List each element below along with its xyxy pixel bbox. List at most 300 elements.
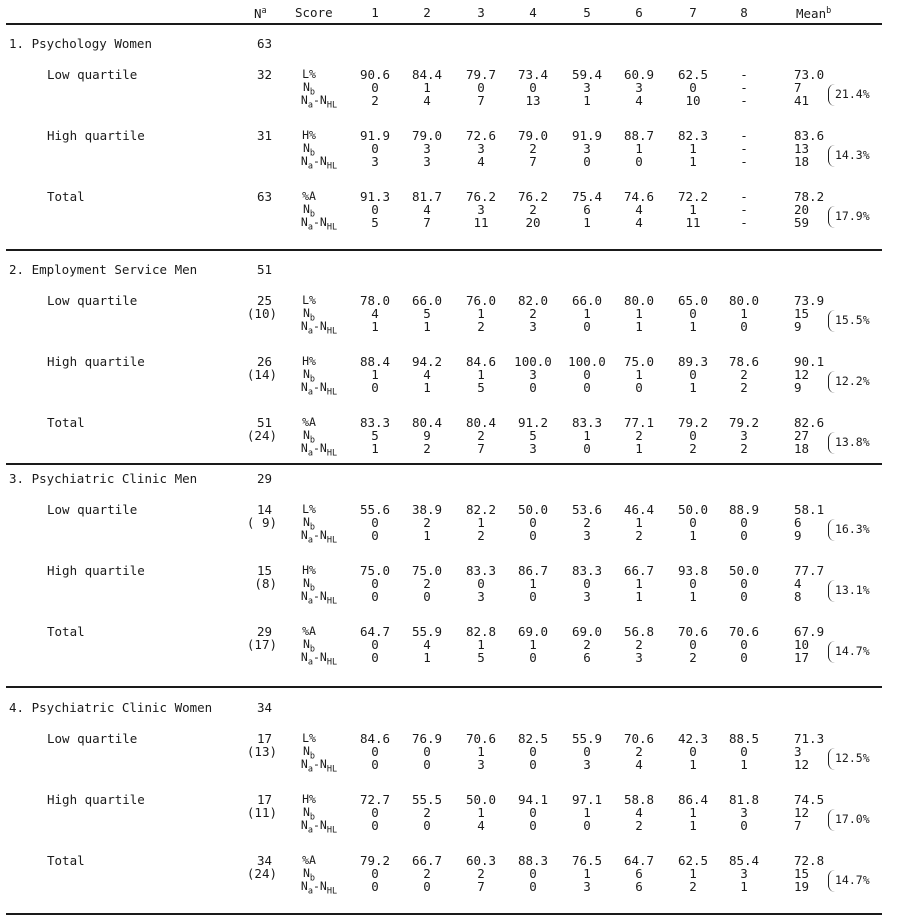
score-label: $N_b$ [302, 515, 316, 533]
mean-value: 67.9 [794, 624, 825, 639]
table-cell: 0 [477, 576, 485, 591]
table-cell: 1 [740, 757, 748, 772]
table-cell: 2 [477, 319, 485, 334]
table-cell: 66.0 [571, 293, 603, 308]
table-cell: 78.6 [728, 354, 760, 369]
percent-value: 12.2% [835, 374, 870, 388]
table-cell: 80.4 [465, 415, 497, 430]
table-cell: 6 [635, 866, 643, 881]
table-cell: 0 [583, 441, 591, 456]
table-cell: 0 [423, 879, 431, 894]
table-cell: 0 [740, 637, 748, 652]
percent-value: 12.5% [835, 751, 870, 765]
table-cell: 94.1 [517, 792, 549, 807]
score-label: L% [302, 67, 316, 81]
percent-value: 16.3% [835, 522, 870, 536]
subgroup-label: High quartile [47, 792, 145, 807]
table-cell: 55.9 [411, 624, 443, 639]
score-label: $N_b$ [302, 637, 316, 655]
table-cell: 100.0 [568, 354, 606, 369]
table-cell: 7 [529, 154, 537, 169]
table-cell: 88.3 [517, 853, 549, 868]
header-col-7: 7 [689, 5, 697, 20]
mean-value: 8 [794, 589, 802, 604]
table-cell: 0 [529, 380, 537, 395]
score-label: $N_b$ [302, 367, 316, 385]
table-cell: 4 [635, 202, 643, 217]
table-cell: 3 [583, 80, 591, 95]
table-cell: 1 [529, 576, 537, 591]
table-cell: 3 [635, 650, 643, 665]
table-cell: 70.6 [677, 624, 709, 639]
table-cell: 0 [583, 154, 591, 169]
table-cell: 0 [740, 818, 748, 833]
table-cell: 0 [423, 744, 431, 759]
table-cell: 0 [740, 650, 748, 665]
table-cell: 20 [525, 215, 541, 230]
table-cell: - [740, 141, 748, 156]
table-cell: 0 [740, 589, 748, 604]
percent-value: 14.7% [835, 644, 870, 658]
mean-value: 9 [794, 380, 802, 395]
subgroup-n-rated: (11) [246, 805, 277, 820]
table-cell: 81.8 [728, 792, 760, 807]
table-cell: 1 [689, 589, 697, 604]
table-cell: 2 [529, 306, 537, 321]
mean-value: 12 [794, 805, 810, 820]
mean-value: 15 [794, 306, 810, 321]
table-cell: 3 [477, 589, 485, 604]
table-cell: 70.6 [728, 624, 760, 639]
table-cell: 59.4 [571, 67, 603, 82]
score-label: $N_b$ [302, 744, 316, 762]
subgroup-n: 31 [256, 128, 272, 143]
table-cell: 0 [371, 380, 379, 395]
table-cell: 0 [371, 879, 379, 894]
table-cell: 75.0 [359, 563, 391, 578]
table-cell: 85.4 [728, 853, 760, 868]
table-cell: 82.3 [677, 128, 709, 143]
table-cell: 91.3 [359, 189, 391, 204]
score-label: %A [302, 415, 316, 429]
mean-value: 73.9 [794, 293, 825, 308]
table-cell: 3 [477, 141, 485, 156]
table-cell: 7 [477, 93, 485, 108]
table-cell: 2 [423, 576, 431, 591]
subgroup-n: 26 [256, 354, 272, 369]
table-cell: 0 [371, 141, 379, 156]
table-cell: 2 [423, 866, 431, 881]
subgroup-n: 29 [256, 624, 272, 639]
subgroup-label: Low quartile [47, 293, 138, 308]
table-cell: 2 [689, 441, 697, 456]
header-score: Score [295, 5, 333, 20]
table-cell: 60.9 [623, 67, 655, 82]
score-label: $N_a-N_{HL}$ [300, 380, 338, 398]
subgroup-label: Total [47, 189, 85, 204]
table-cell: 83.3 [359, 415, 391, 430]
table-cell: 72.2 [677, 189, 709, 204]
table-cell: 7 [477, 441, 485, 456]
table-cell: 72.7 [359, 792, 391, 807]
table-cell: 53.6 [571, 502, 603, 517]
table-cell: 0 [689, 576, 697, 591]
table-cell: 0 [689, 744, 697, 759]
table-cell: 0 [371, 515, 379, 530]
table-cell: 75.0 [623, 354, 655, 369]
table-cell: 2 [635, 744, 643, 759]
table-cell: 1 [689, 818, 697, 833]
table-cell: 79.0 [517, 128, 549, 143]
score-label: $N_b$ [302, 141, 316, 159]
percent-value: 17.0% [835, 812, 870, 826]
table-cell: 1 [529, 637, 537, 652]
table-cell: 4 [423, 367, 431, 382]
subgroup-n-rated: (8) [254, 576, 277, 591]
table-cell: 80.0 [728, 293, 760, 308]
table-cell: 82.8 [465, 624, 497, 639]
table-cell: 78.0 [359, 293, 391, 308]
table-cell: 2 [740, 367, 748, 382]
subgroup-label: Total [47, 853, 85, 868]
table-cell: 1 [477, 744, 485, 759]
score-label: $N_a-N_{HL}$ [300, 215, 338, 233]
table-cell: 10 [685, 93, 701, 108]
mean-value: 73.0 [794, 67, 825, 82]
table-cell: 64.7 [359, 624, 391, 639]
table-cell: 58.8 [623, 792, 655, 807]
score-label: %A [302, 853, 316, 867]
table-cell: 0 [371, 80, 379, 95]
table-cell: 1 [583, 215, 591, 230]
table-cell: 2 [635, 637, 643, 652]
table-cell: 4 [635, 93, 643, 108]
score-label: $N_a-N_{HL}$ [300, 879, 338, 897]
table-cell: 73.4 [517, 67, 549, 82]
mean-value: 10 [794, 637, 810, 652]
table-cell: 0 [371, 818, 379, 833]
table-cell: 84.6 [465, 354, 497, 369]
table-cell: 2 [423, 805, 431, 820]
table-cell: 1 [477, 515, 485, 530]
table-cell: 86.4 [677, 792, 709, 807]
table-cell: 0 [583, 818, 591, 833]
table-cell: 50.0 [728, 563, 760, 578]
table-cell: 7 [423, 215, 431, 230]
table-cell: 1 [635, 319, 643, 334]
percent-value: 13.8% [835, 435, 870, 449]
table-cell: 3 [740, 866, 748, 881]
table-cell: 86.7 [517, 563, 549, 578]
subgroup-label: Low quartile [47, 67, 138, 82]
score-label: $N_a-N_{HL}$ [300, 441, 338, 459]
table-cell: 76.2 [465, 189, 497, 204]
table-cell: 1 [689, 319, 697, 334]
subgroup-n: 17 [256, 792, 272, 807]
score-label: H% [302, 563, 316, 577]
score-label: $N_b$ [302, 80, 316, 98]
table-cell: 0 [583, 380, 591, 395]
table-cell: 4 [635, 757, 643, 772]
table-cell: 0 [371, 589, 379, 604]
table-cell: 3 [477, 757, 485, 772]
group-title: 2. Employment Service Men [9, 262, 198, 277]
table-cell: 0 [371, 805, 379, 820]
score-label: $N_a-N_{HL}$ [300, 154, 338, 172]
table-cell: 42.3 [677, 731, 709, 746]
table-cell: - [740, 67, 748, 82]
table-cell: 2 [529, 202, 537, 217]
mean-value: 58.1 [794, 502, 825, 517]
table-cell: 3 [371, 154, 379, 169]
table-cell: 1 [689, 866, 697, 881]
table-cell: 2 [740, 441, 748, 456]
mean-value: 18 [794, 441, 810, 456]
table-cell: 88.9 [728, 502, 760, 517]
mean-value: 78.2 [794, 189, 825, 204]
subgroup-n-rated: (10) [246, 306, 277, 321]
table-cell: 1 [423, 650, 431, 665]
table-cell: 7 [477, 879, 485, 894]
table-cell: 0 [477, 80, 485, 95]
table-cell: 94.2 [411, 354, 443, 369]
table-cell: 2 [689, 650, 697, 665]
mean-value: 13 [794, 141, 810, 156]
table-cell: 89.3 [677, 354, 709, 369]
header-col-1: 1 [371, 5, 379, 20]
table-cell: 3 [529, 367, 537, 382]
percent-value: 21.4% [835, 87, 870, 101]
table-cell: 1 [583, 805, 591, 820]
table-cell: 62.5 [677, 67, 709, 82]
mean-value: 12 [794, 757, 810, 772]
subgroup-n: 14 [256, 502, 272, 517]
score-label: $N_b$ [302, 805, 316, 823]
table-cell: 6 [583, 202, 591, 217]
percent-value: 13.1% [835, 583, 870, 597]
table-cell: 0 [371, 757, 379, 772]
table-cell: - [740, 215, 748, 230]
table-cell: 5 [423, 306, 431, 321]
subgroup-n: 15 [256, 563, 272, 578]
subgroup-n-rated: (24) [246, 866, 277, 881]
table-cell: 72.6 [465, 128, 497, 143]
section-rule [6, 463, 882, 465]
table-cell: 84.6 [359, 731, 391, 746]
table-cell: 0 [529, 879, 537, 894]
table-cell: 3 [583, 589, 591, 604]
table-cell: - [740, 128, 748, 143]
table-cell: 1 [477, 367, 485, 382]
subgroup-n-rated: (17) [246, 637, 277, 652]
table-cell: 1 [423, 319, 431, 334]
table-cell: 2 [477, 866, 485, 881]
table-cell: 0 [371, 202, 379, 217]
table-cell: 56.8 [623, 624, 655, 639]
subgroup-n-rated: ( 9) [246, 515, 277, 530]
table-cell: 0 [689, 428, 697, 443]
group-n: 29 [256, 471, 272, 486]
table-cell: 2 [477, 428, 485, 443]
score-label: L% [302, 293, 316, 307]
table-cell: 64.7 [623, 853, 655, 868]
table-cell: 0 [529, 650, 537, 665]
table-cell: 97.1 [571, 792, 603, 807]
mean-value: 71.3 [794, 731, 825, 746]
score-label: $N_a-N_{HL}$ [300, 319, 338, 337]
table-cell: 50.0 [677, 502, 709, 517]
subgroup-label: High quartile [47, 128, 145, 143]
table-cell: 70.6 [623, 731, 655, 746]
table-cell: 0 [740, 576, 748, 591]
header-mean: Mean$^b$ [796, 6, 832, 22]
group-title: 4. Psychiatric Clinic Women [9, 700, 213, 715]
table-cell: 62.5 [677, 853, 709, 868]
table-cell: 76.0 [465, 293, 497, 308]
section-rule [6, 249, 882, 251]
table-cell: 11 [685, 215, 701, 230]
table-cell: 2 [371, 93, 379, 108]
table-cell: 80.4 [411, 415, 443, 430]
section-rule [6, 913, 882, 915]
table-cell: 0 [583, 744, 591, 759]
group-n: 63 [256, 36, 272, 51]
header-col-3: 3 [477, 5, 485, 20]
table-cell: 0 [635, 380, 643, 395]
table-cell: 79.0 [411, 128, 443, 143]
table-cell: 3 [583, 141, 591, 156]
table-cell: 3 [477, 202, 485, 217]
table-cell: 2 [529, 141, 537, 156]
table-cell: 2 [635, 818, 643, 833]
mean-value: 4 [794, 576, 802, 591]
table-cell: 3 [529, 319, 537, 334]
score-label: $N_a-N_{HL}$ [300, 650, 338, 668]
table-cell: 0 [689, 367, 697, 382]
table-cell: 2 [583, 515, 591, 530]
table-cell: 1 [740, 879, 748, 894]
table-cell: 0 [529, 866, 537, 881]
mean-value: 41 [794, 93, 810, 108]
table-cell: 1 [423, 80, 431, 95]
table-cell: 0 [423, 818, 431, 833]
mean-value: 9 [794, 528, 802, 543]
mean-value: 12 [794, 367, 810, 382]
table-cell: 82.5 [517, 731, 549, 746]
table-cell: 4 [423, 202, 431, 217]
table-cell: 11 [473, 215, 489, 230]
table-cell: 88.5 [728, 731, 760, 746]
table-cell: 76.5 [571, 853, 603, 868]
table-cell: 2 [635, 428, 643, 443]
table-cell: 82.0 [517, 293, 549, 308]
table-cell: 2 [740, 380, 748, 395]
table-cell: 0 [583, 367, 591, 382]
table-cell: 76.9 [411, 731, 443, 746]
table-cell: 91.2 [517, 415, 549, 430]
subgroup-label: Low quartile [47, 731, 138, 746]
score-label: L% [302, 731, 316, 745]
table-cell: 0 [529, 818, 537, 833]
table-cell: 55.9 [571, 731, 603, 746]
subgroup-label: High quartile [47, 563, 145, 578]
mean-value: 72.8 [794, 853, 825, 868]
mean-value: 9 [794, 319, 802, 334]
score-label: H% [302, 128, 316, 142]
table-cell: 4 [635, 805, 643, 820]
table-cell: 1 [689, 154, 697, 169]
table-cell: 1 [635, 141, 643, 156]
table-cell: 1 [371, 367, 379, 382]
table-cell: 69.0 [517, 624, 549, 639]
table-cell: 0 [529, 805, 537, 820]
table-cell: 1 [689, 805, 697, 820]
subgroup-label: Total [47, 624, 85, 639]
subgroup-n: 34 [256, 853, 272, 868]
table-cell: 1 [583, 306, 591, 321]
table-cell: 83.3 [571, 563, 603, 578]
score-label: $N_b$ [302, 576, 316, 594]
table-cell: 91.9 [359, 128, 391, 143]
table-cell: 9 [423, 428, 431, 443]
table-cell: 4 [635, 215, 643, 230]
table-cell: 1 [477, 805, 485, 820]
table-cell: 2 [423, 515, 431, 530]
table-cell: 75.4 [571, 189, 603, 204]
table-cell: 79.7 [465, 67, 497, 82]
table-cell: 5 [477, 380, 485, 395]
subgroup-n: 17 [256, 731, 272, 746]
table-cell: 0 [740, 528, 748, 543]
mean-value: 20 [794, 202, 810, 217]
table-cell: 50.0 [465, 792, 497, 807]
group-title: 3. Psychiatric Clinic Men [9, 471, 198, 486]
header-n: $N^a$ [254, 6, 267, 22]
mean-value: 15 [794, 866, 810, 881]
table-cell: 80.0 [623, 293, 655, 308]
table-cell: 66.0 [411, 293, 443, 308]
table-cell: 1 [635, 367, 643, 382]
table-cell: 3 [423, 154, 431, 169]
score-label: $N_b$ [302, 306, 316, 324]
table-cell: 0 [423, 757, 431, 772]
table-cell: 6 [583, 650, 591, 665]
table-cell: 4 [371, 306, 379, 321]
table-cell: - [740, 80, 748, 95]
table-cell: 81.7 [411, 189, 443, 204]
table-cell: 0 [371, 576, 379, 591]
table-cell: 83.3 [571, 415, 603, 430]
table-cell: - [740, 189, 748, 204]
group-title: 1. Psychology Women [9, 36, 152, 51]
mean-value: 82.6 [794, 415, 825, 430]
table-cell: 6 [635, 879, 643, 894]
table-cell: 3 [529, 441, 537, 456]
table-cell: 88.7 [623, 128, 655, 143]
subgroup-n-rated: (14) [246, 367, 277, 382]
table-cell: 5 [371, 215, 379, 230]
table-cell: 1 [689, 141, 697, 156]
table-cell: 3 [583, 879, 591, 894]
score-label: $N_b$ [302, 428, 316, 446]
mean-value: 74.5 [794, 792, 825, 807]
table-cell: 0 [689, 515, 697, 530]
subgroup-n-rated: (13) [246, 744, 277, 759]
header-col-6: 6 [635, 5, 643, 20]
percent-value: 14.3% [835, 148, 870, 162]
table-cell: 0 [371, 637, 379, 652]
header-col-2: 2 [423, 5, 431, 20]
